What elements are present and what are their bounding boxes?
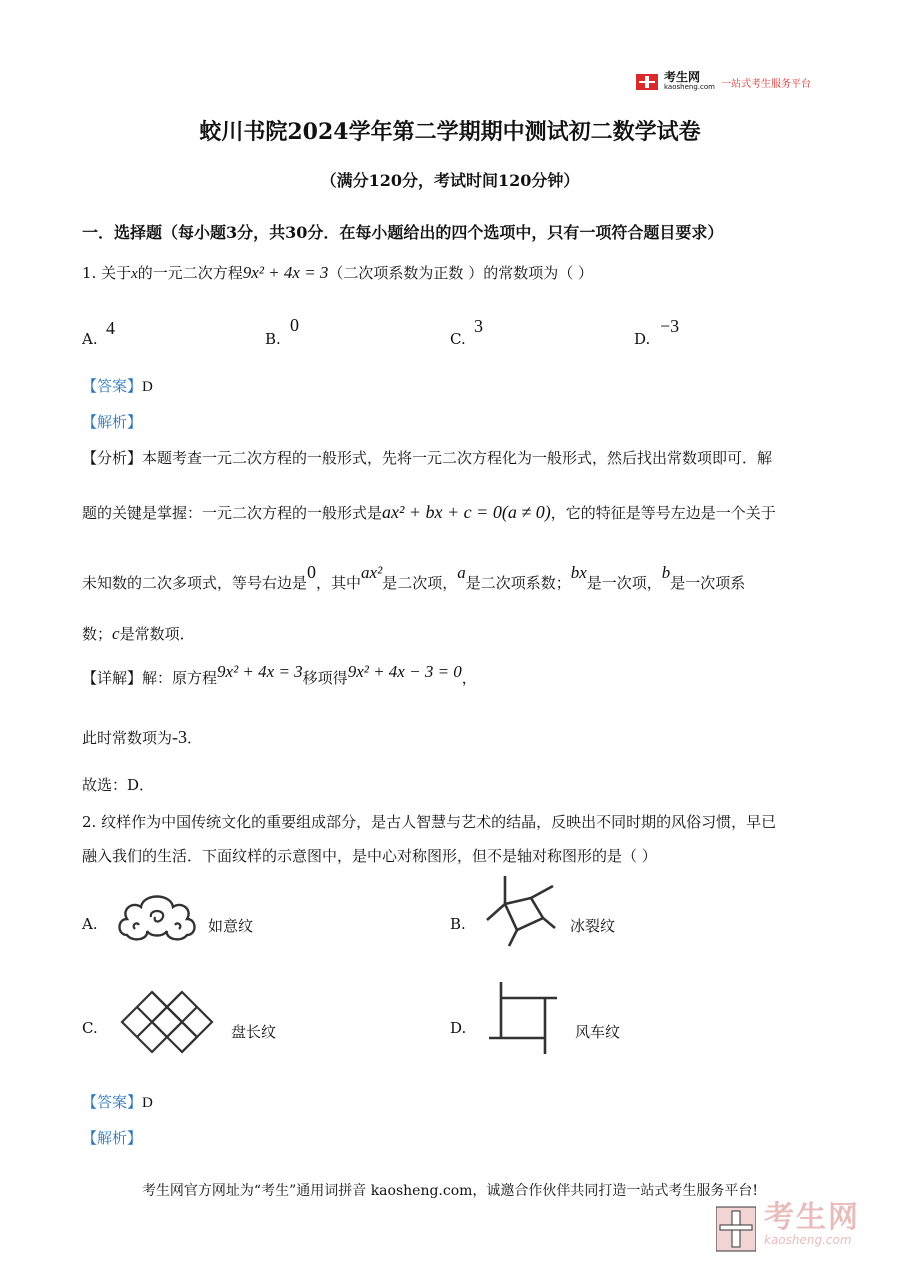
constant-text: 此时常数项为 (82, 729, 173, 747)
fenxi-text: 是一次项， (586, 574, 662, 592)
footer-text: 考生网官方网址为“考生”通用词拼音 kaosheng.com，诚邀合作伙伴共同打造一站式考生服务平台! (141, 1183, 759, 1199)
answer-value: D (142, 1095, 153, 1111)
q1-mid: 的一元二次方程 (137, 264, 243, 282)
q2-stem-line1: 2. 纹样作为中国传统文化的重要组成部分，是古人智慧与艺术的结晶，反映出不同时期的风俗习惯，早已 (82, 813, 777, 831)
brand-domain: kaosheng.com (664, 83, 715, 91)
q1-option-b-value: 0 (290, 315, 299, 335)
constant-value: -3 (172, 727, 188, 747)
q2-option-b-label: B. (450, 915, 466, 933)
fenxi-tag: 【分析】 (82, 449, 143, 467)
q2-option-a-name: 如意纹 (208, 917, 254, 935)
q1-option-a-value: 4 (106, 318, 115, 338)
fenxi-text: ，其中 (316, 574, 362, 592)
q1-fenxi-line4 (82, 623, 195, 644)
watermark-logo-icon (716, 1205, 756, 1253)
watermark-domain: kaosheng.com (764, 1233, 852, 1247)
q1-analysis-tag: 【解析】 (82, 413, 143, 431)
math-c: c (112, 624, 120, 643)
q2-option-c-name: 盘长纹 (231, 1023, 277, 1041)
q1-option-a (82, 330, 98, 348)
fenxi-text: 题的关键是掌握：一元二次方程的一般形式是 (82, 504, 383, 522)
q1-option-b (265, 330, 281, 348)
ruyi-pattern-icon (115, 885, 199, 949)
answer-value: D (142, 379, 153, 395)
fenxi-text: 是常数项． (119, 625, 195, 643)
fenxi-text: 是一次项系 (670, 574, 746, 592)
detail-text: ， (461, 669, 477, 687)
brand-tagline: 一站式考生服务平台 (720, 78, 811, 90)
q2-option-d-label: D. (450, 1019, 467, 1037)
page-subtitle: （满分120分，考试时间120分钟） (320, 171, 580, 190)
q1-var: x (131, 266, 138, 282)
q1-fenxi-line3 (82, 562, 746, 593)
brand-header (636, 72, 811, 92)
q1-choose: 故选：D． (82, 776, 155, 794)
q1-constant-line (82, 727, 202, 748)
q1-equation: 9x² + 4x = 3 (242, 263, 329, 282)
panchang-pattern-icon (118, 990, 216, 1054)
math-a: a (457, 563, 466, 582)
option-label: A. (82, 330, 98, 348)
q1-suffix: （二次项系数为正数 ）的常数项为（ ） (328, 264, 593, 282)
ice-crack-pattern-icon (483, 874, 563, 949)
section-heading: 一．选择题（每小题3分，共30分．在每小题给出的四个选项中，只有一项符合题目要求） (82, 223, 724, 242)
q1-option-d (634, 330, 650, 348)
q1-detail (82, 662, 477, 688)
q1-fenxi-line2 (82, 502, 776, 523)
question-1-stem (82, 262, 593, 283)
option-label: D. (634, 330, 651, 348)
math-bx: bx (570, 563, 587, 582)
math-ax2: ax² (361, 563, 383, 582)
general-form-equation: ax² + bx + c = 0(a ≠ 0) (382, 502, 551, 522)
detail-text: 解：原方程 (142, 669, 218, 687)
q2-option-c-label: C. (82, 1019, 98, 1037)
watermark (716, 1200, 860, 1253)
q1-option-d-value: −3 (660, 316, 680, 336)
page-title: 蛟川书院2024学年第二学期期中测试初二数学试卷 (199, 119, 701, 145)
detail-equation-2: 9x² + 4x − 3 = 0 (347, 662, 462, 681)
fenxi-text: 是二次项系数； (465, 574, 571, 592)
detail-equation-1: 9x² + 4x = 3 (217, 662, 303, 681)
q1-option-c (450, 330, 466, 348)
q2-option-d-name: 风车纹 (575, 1023, 621, 1041)
q1-fenxi-line1 (82, 447, 772, 468)
watermark-name: 考生网 (764, 1200, 860, 1235)
answer-tag: 【答案】 (82, 1093, 143, 1111)
math-zero: 0 (307, 562, 317, 582)
detail-text: 移项得 (302, 669, 348, 687)
answer-tag: 【答案】 (82, 377, 143, 395)
kaosheng-logo-icon (636, 74, 658, 90)
q2-option-a-label: A. (82, 915, 98, 933)
q1-option-c-value: 3 (474, 316, 483, 336)
fenxi-text: 数； (82, 625, 113, 643)
windmill-pattern-icon (485, 980, 561, 1056)
brand-name: 考生网 (664, 70, 701, 84)
q1-prefix: 1. 关于 (82, 264, 132, 282)
option-label: C. (450, 330, 466, 348)
math-b: b (661, 563, 671, 582)
constant-text: ． (187, 729, 203, 747)
option-label: B. (265, 330, 281, 348)
fenxi-text: 未知数的二次多项式，等号右边是 (82, 574, 308, 592)
detail-tag: 【详解】 (82, 669, 143, 687)
q2-option-b-name: 冰裂纹 (570, 917, 616, 935)
q1-answer (82, 375, 153, 396)
fenxi-text: ，它的特征是等号左边是一个关于 (550, 504, 776, 522)
fenxi-text: 本题考查一元二次方程的一般形式，先将一元二次方程化为一般形式，然后找出常数项即可．解 (142, 449, 773, 467)
q2-answer (82, 1091, 153, 1112)
q2-analysis-tag: 【解析】 (82, 1129, 143, 1147)
fenxi-text: 是二次项， (382, 574, 458, 592)
q2-stem-line2: 融入我们的生活．下面纹样的示意图中，是中心对称图形，但不是轴对称图形的是（ ） (82, 847, 657, 865)
